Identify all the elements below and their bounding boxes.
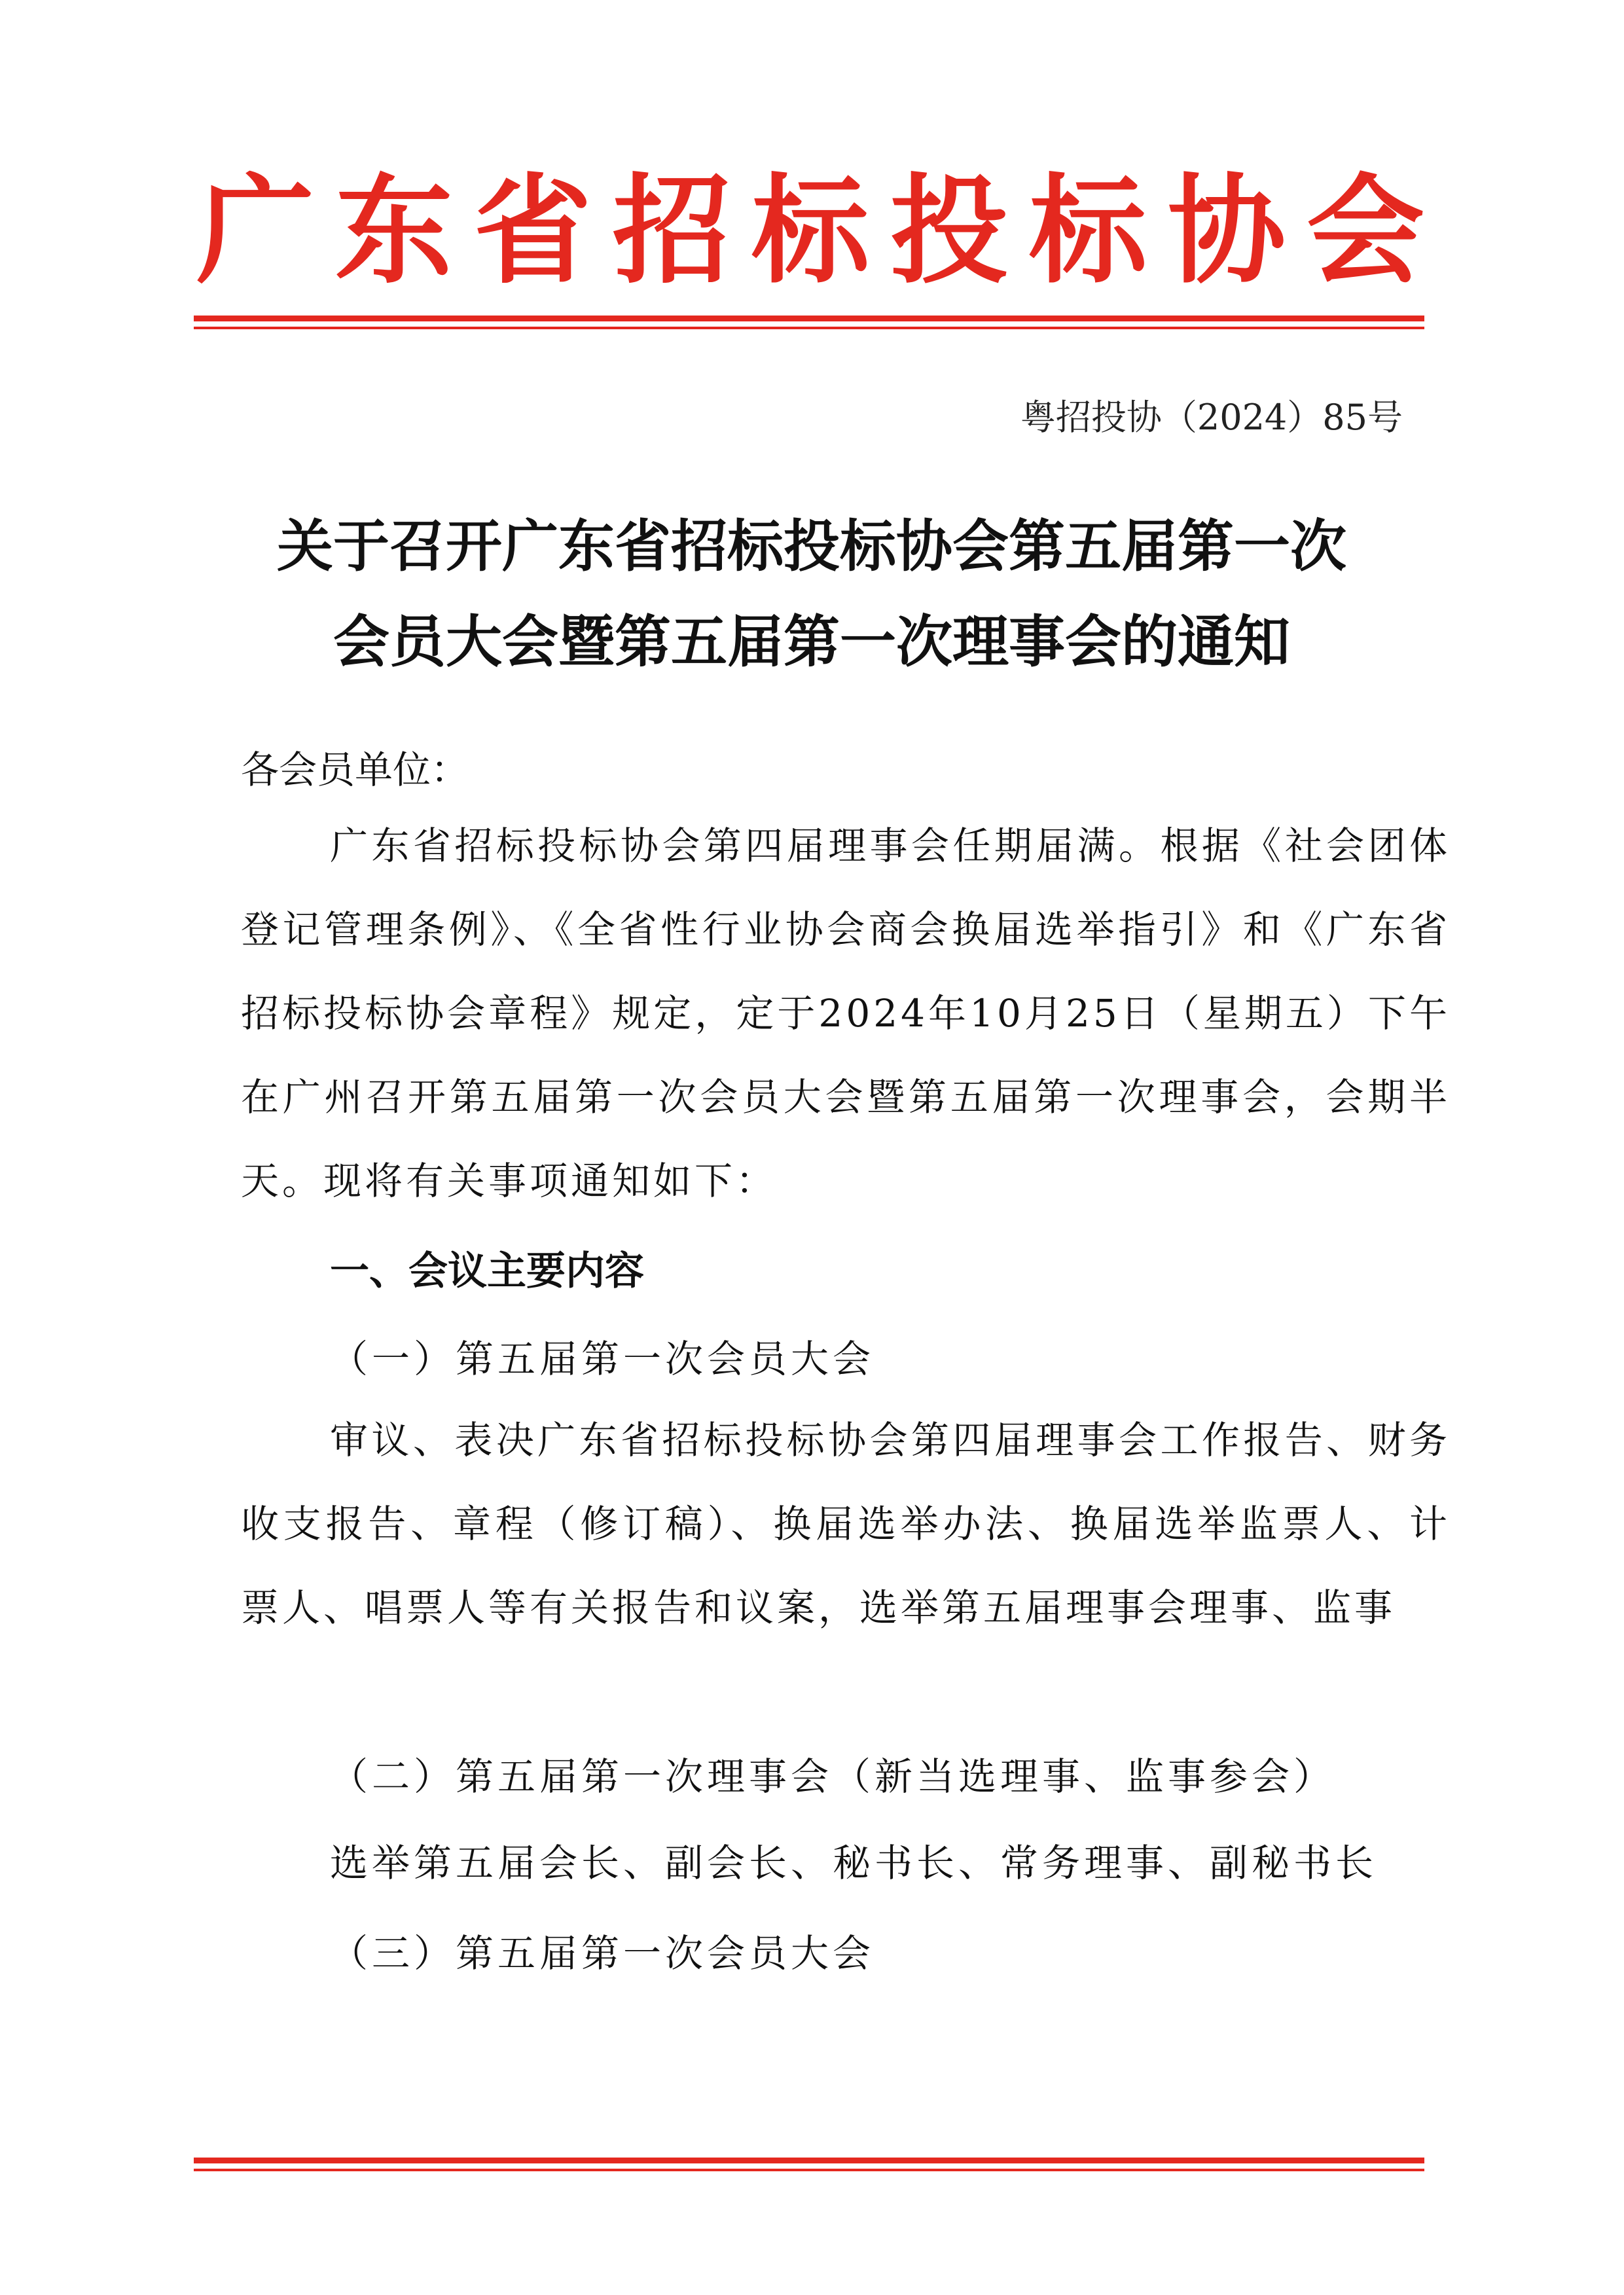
letterhead-red-rule-top: [194, 316, 1424, 329]
rule-thick-line: [194, 316, 1424, 321]
rule-thin-line: [194, 2169, 1424, 2171]
document-title-line-2: 会员大会暨第五届第一次理事会的通知: [333, 609, 1290, 675]
section-heading-1: 一、会议主要内容: [330, 1248, 644, 1294]
subsection-1-body: 审议、表决广东省招标投标协会第四届理事会工作报告、财务收支报告、章程（修订稿）、换届选举办法、换届选举监票人、计票人、唱票人等有关报告和议案，选举第五届理事会理事、监事: [241, 1418, 1451, 1630]
subsection-heading-3: （三）第五届第一次会员大会: [330, 1931, 875, 1976]
document-number: 粤招投协（2024）85号: [1020, 397, 1403, 438]
subsection-2-body: 选举第五届会长、副会长、秘书长、常务理事、副秘书长: [330, 1841, 1378, 1885]
rule-thin-line: [194, 327, 1424, 329]
salutation: 各会员单位：: [241, 748, 469, 792]
letterhead-red-rule-bottom: [194, 2158, 1424, 2171]
letterhead-organization-name: 广东省招标投标协会: [196, 162, 1446, 300]
rule-thick-line: [194, 2158, 1424, 2163]
document-title: [196, 499, 1427, 690]
subsection-heading-2: （二）第五届第一次理事会（新当选理事、监事参会）: [330, 1754, 1336, 1799]
document-title-line-1: 关于召开广东省招标投标协会第五届第一次: [277, 513, 1346, 579]
intro-paragraph: 广东省招标投标协会第四届理事会任期届满。根据《社会团体登记管理条例》、《全省性行业协会商会换届选举指引》和《广东省招标投标协会章程》规定，定于2024年10月25日（星期五）下午在广州召开第五届第一次会员大会暨第五届第一次理事会，会期半天。现将有关事项通知如下：: [241, 823, 1451, 1203]
subsection-heading-1: （一）第五届第一次会员大会: [330, 1337, 875, 1381]
